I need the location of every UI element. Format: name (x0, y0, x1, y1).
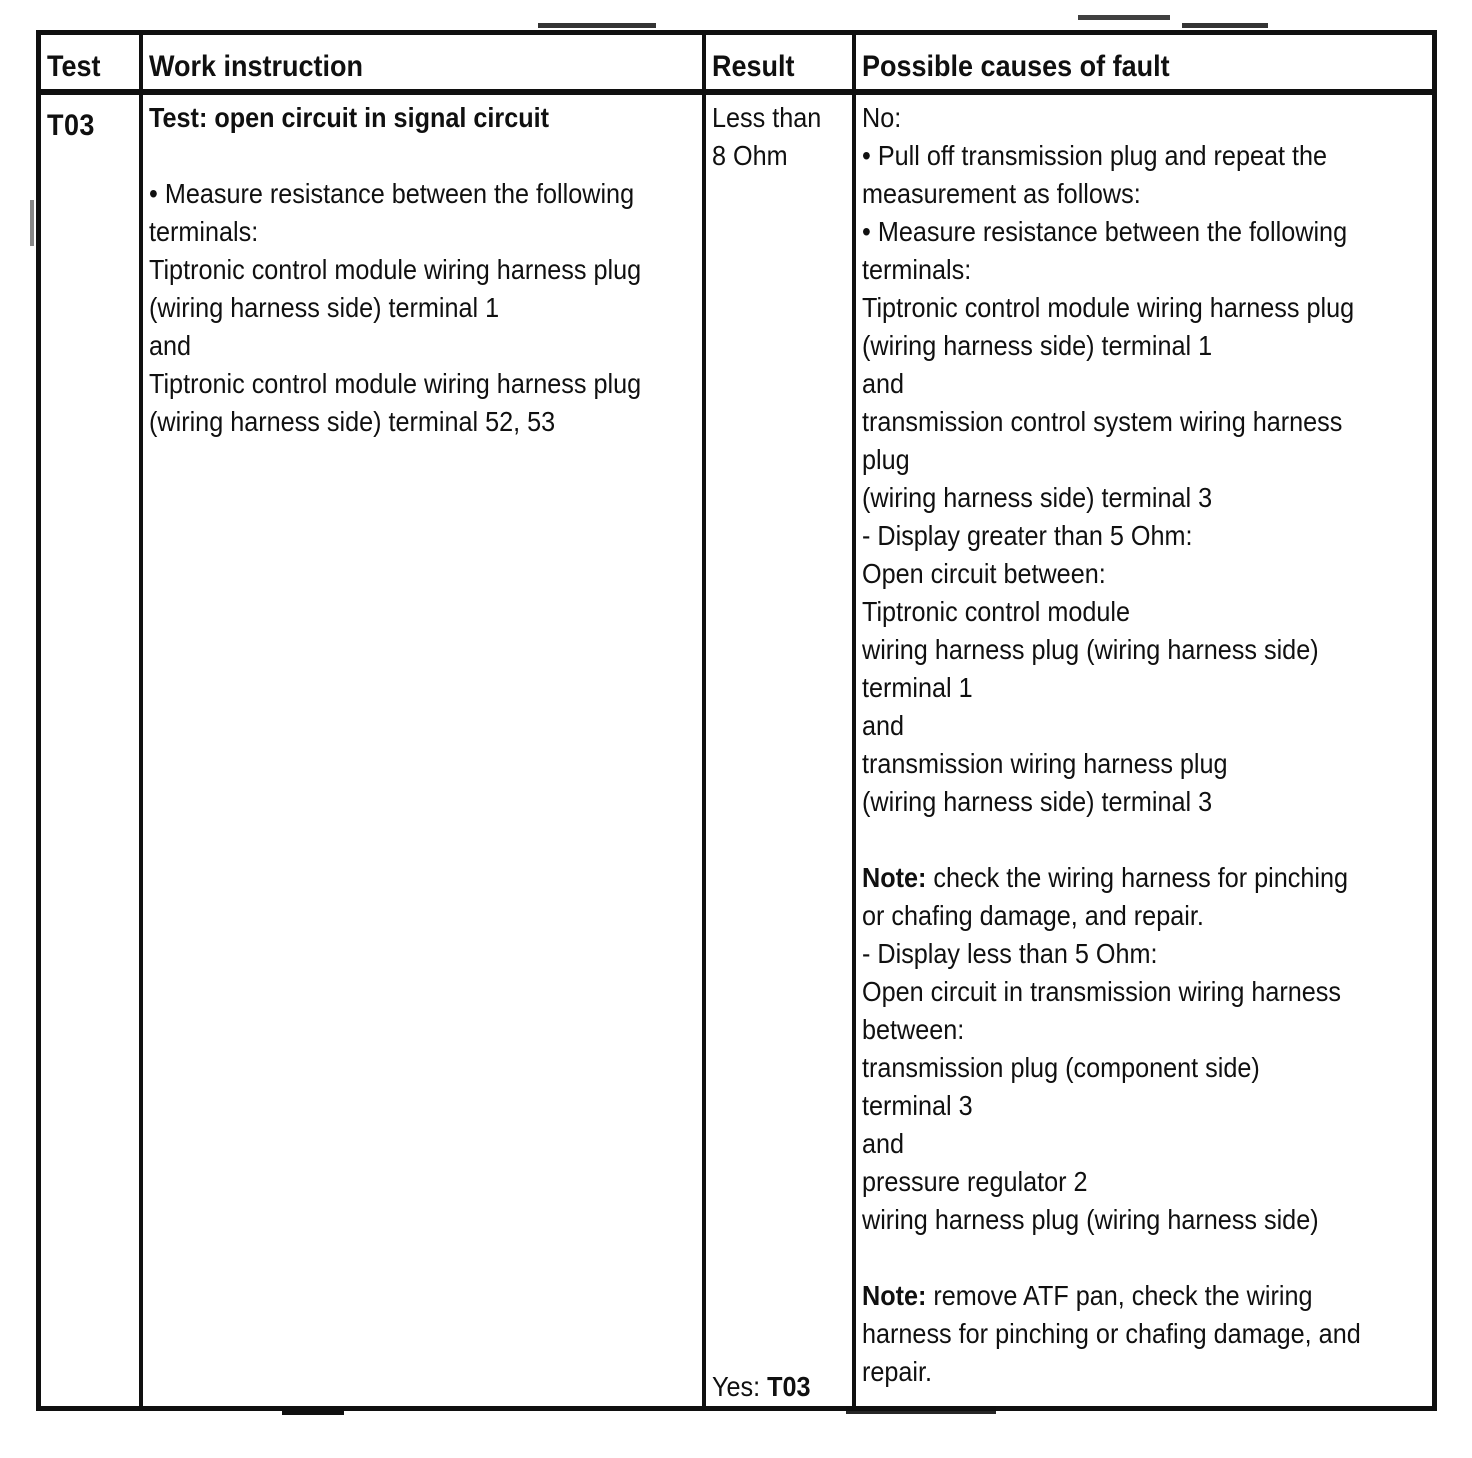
text-line: or chafing damage, and repair. (862, 900, 1204, 931)
text-line: Note: check the wiring harness for pinching (862, 862, 1349, 893)
text-line: terminal 1 (862, 672, 973, 703)
text-segment: Yes: (712, 1371, 768, 1402)
text-line: (wiring harness side) terminal 1 (149, 292, 500, 323)
text-line: No: (862, 102, 902, 133)
test-id-value: T03 (47, 109, 95, 142)
text-line: Open circuit between: (862, 558, 1106, 589)
text-line: terminals: (149, 216, 259, 247)
text-line: transmission wiring harness plug (862, 748, 1228, 779)
text-line: and (862, 368, 905, 399)
text-line: wiring harness plug (wiring harness side) (862, 634, 1319, 665)
text-line: (wiring harness side) terminal 52, 53 (149, 406, 556, 437)
text-line: Tiptronic control module (862, 596, 1130, 627)
text-line: - Display greater than 5 Ohm: (862, 520, 1193, 551)
possible-causes-text (862, 99, 1375, 1391)
text-line: wiring harness plug (wiring harness side) (862, 1204, 1319, 1235)
text-line: - Display less than 5 Ohm: (862, 938, 1158, 969)
cell-work-instruction (143, 95, 706, 1406)
text-line: Test: open circuit in signal circuit (149, 102, 550, 133)
result-yes-reference (712, 1371, 811, 1403)
text-line: pressure regulator 2 (862, 1166, 1088, 1197)
text-line: harness for pinching or chafing damage, and (862, 1318, 1361, 1349)
text-line: 8 Ohm (712, 140, 788, 171)
text-line: (wiring harness side) terminal 1 (862, 330, 1213, 361)
text-line: Note: remove ATF pan, check the wiring (862, 1280, 1313, 1311)
text-segment: T03 (767, 1371, 811, 1402)
text-line: plug (862, 444, 910, 475)
work-instruction-text (149, 99, 647, 441)
text-line: • Measure resistance between the following (862, 216, 1348, 247)
text-line: (wiring harness side) terminal 3 (862, 786, 1213, 817)
text-line: terminals: (862, 254, 972, 285)
text-line: transmission plug (component side) (862, 1052, 1260, 1083)
scan-artifact (1182, 23, 1268, 28)
cell-possible-causes (856, 95, 1432, 1406)
header-cell-result (706, 35, 856, 95)
text-line: Less than (712, 102, 822, 133)
text-line: • Measure resistance between the following (149, 178, 635, 209)
header-label-work-instruction: Work instruction (149, 50, 364, 83)
text-line: transmission control system wiring harness (862, 406, 1343, 437)
text-line: and (149, 330, 192, 361)
text-line: and (862, 710, 905, 741)
text-line: (wiring harness side) terminal 3 (862, 482, 1213, 513)
text-line: Tiptronic control module wiring harness plug (862, 292, 1355, 323)
header-label-causes: Possible causes of fault (862, 50, 1170, 83)
text-line: repair. (862, 1356, 933, 1387)
scan-artifact (1078, 15, 1170, 20)
text-line (862, 1239, 1375, 1277)
result-text (712, 99, 838, 175)
text-line: Tiptronic control module wiring harness plug (149, 254, 642, 285)
scan-artifact (846, 1406, 996, 1414)
scan-artifact (30, 200, 34, 246)
scan-artifact (282, 1406, 344, 1415)
text-line: Open circuit in transmission wiring harness (862, 976, 1341, 1007)
text-line: terminal 3 (862, 1090, 973, 1121)
cell-test-id (41, 95, 143, 1406)
header-cell-test (41, 35, 143, 95)
header-cell-causes (856, 35, 1432, 95)
header-label-result: Result (712, 50, 795, 83)
header-cell-work-instruction (143, 35, 706, 95)
text-line: • Pull off transmission plug and repeat the (862, 140, 1328, 171)
text-line: between: (862, 1014, 965, 1045)
diagnostic-test-table (36, 30, 1437, 1411)
text-line (862, 821, 1375, 859)
header-label-test: Test (47, 50, 101, 83)
text-line (149, 137, 647, 175)
cell-result (706, 95, 856, 1406)
text-line: measurement as follows: (862, 178, 1141, 209)
text-line: and (862, 1128, 905, 1159)
text-line: Tiptronic control module wiring harness plug (149, 368, 642, 399)
scan-artifact (538, 23, 656, 28)
